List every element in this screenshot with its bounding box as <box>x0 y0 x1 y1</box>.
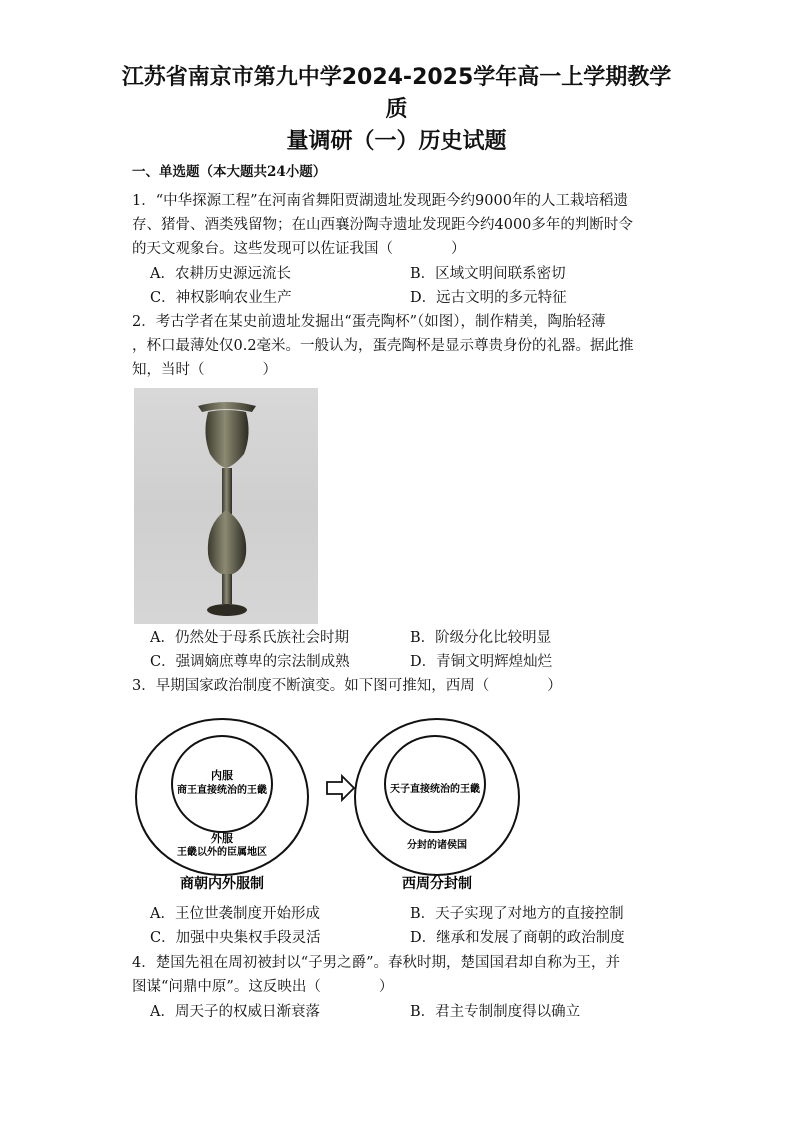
q2-option-c[interactable]: C．强调嫡庶尊卑的宗法制成熟 <box>150 654 350 670</box>
shang-inner-title: 内服 <box>211 769 233 782</box>
q3-option-c[interactable]: C．加强中央集权手段灵活 <box>150 930 321 946</box>
q1-option-b[interactable]: B．区域文明间联系密切 <box>410 266 566 282</box>
q2-line-3: 知，当时（ ） <box>132 362 277 378</box>
q1-line-2: 存、猪骨、酒类残留物；在山西襄汾陶寺遗址发现距今约4000多年的判断时令 <box>132 217 633 233</box>
zhou-inner-label: 天子直接统治的王畿 <box>390 784 480 795</box>
q2-line-1: 2．考古学者在某史前遗址发掘出“蛋壳陶杯”（如图），制作精美，陶胎轻薄 <box>132 314 606 330</box>
q1-option-a[interactable]: A．农耕历史源远流长 <box>150 266 291 282</box>
q4-option-b[interactable]: B．君主专制制度得以确立 <box>410 1004 581 1020</box>
arrow-icon <box>327 776 354 800</box>
q3-option-a[interactable]: A．王位世袭制度开始形成 <box>150 906 320 922</box>
title-line-2: 量调研（一）历史试题 <box>286 129 507 154</box>
q4-line-2: 图谋“问鼎中原”。这反映出（ ） <box>132 979 394 995</box>
q3-line-1: 3．早期国家政治制度不断演变。如下图可推知，西周（ ） <box>132 678 562 694</box>
q1-line-3: 的天文观象台。这些发现可以佐证我国（ ） <box>132 241 466 257</box>
q1-option-c[interactable]: C．神权影响农业生产 <box>150 290 292 306</box>
zhou-caption: 西周分封制 <box>402 876 472 892</box>
q2-option-d[interactable]: D．青铜文明辉煌灿烂 <box>410 654 553 670</box>
q1-line-1: 1．“中华探源工程”在河南省舞阳贾湖遗址发现距今约9000年的人工栽培稻遗 <box>132 193 628 209</box>
q1-option-d[interactable]: D．远古文明的多元特征 <box>410 290 567 306</box>
title-line-1: 江苏省南京市第九中学2024-2025学年高一上学期教学质 <box>121 65 672 122</box>
document-title <box>120 62 673 158</box>
section-heading: 一、单选题（本大题共24小题） <box>132 164 327 180</box>
q3-option-b[interactable]: B．天子实现了对地方的直接控制 <box>410 906 624 922</box>
q2-option-a[interactable]: A．仍然处于母系氏族社会时期 <box>150 630 349 646</box>
system-comparison-diagram <box>132 702 522 898</box>
q4-line-1: 4．楚国先祖在周初被封以“子男之爵”。春秋时期，楚国国君却自称为王，并 <box>132 955 621 971</box>
shang-inner-sub: 商王直接统治的王畿 <box>177 785 267 796</box>
shang-inner-circle <box>172 736 272 832</box>
shang-outer-title: 外服 <box>211 832 233 845</box>
q4-option-a[interactable]: A．周天子的权威日渐衰落 <box>150 1004 320 1020</box>
eggshell-cup-photo <box>134 388 318 624</box>
shang-caption: 商朝内外服制 <box>180 876 264 892</box>
q3-option-d[interactable]: D．继承和发展了商朝的政治制度 <box>410 930 625 946</box>
zhou-outer-label: 分封的诸侯国 <box>407 840 467 851</box>
q2-option-b[interactable]: B．阶级分化比较明显 <box>410 630 552 646</box>
shang-outer-sub: 王畿以外的臣属地区 <box>177 847 267 858</box>
zhou-outer-circle <box>355 719 519 875</box>
q2-line-2: ，杯口最薄处仅0.2毫米。一般认为，蛋壳陶杯是显示尊贵身份的礼器。据此推 <box>132 338 634 354</box>
eggshell-cup-image <box>134 388 318 624</box>
